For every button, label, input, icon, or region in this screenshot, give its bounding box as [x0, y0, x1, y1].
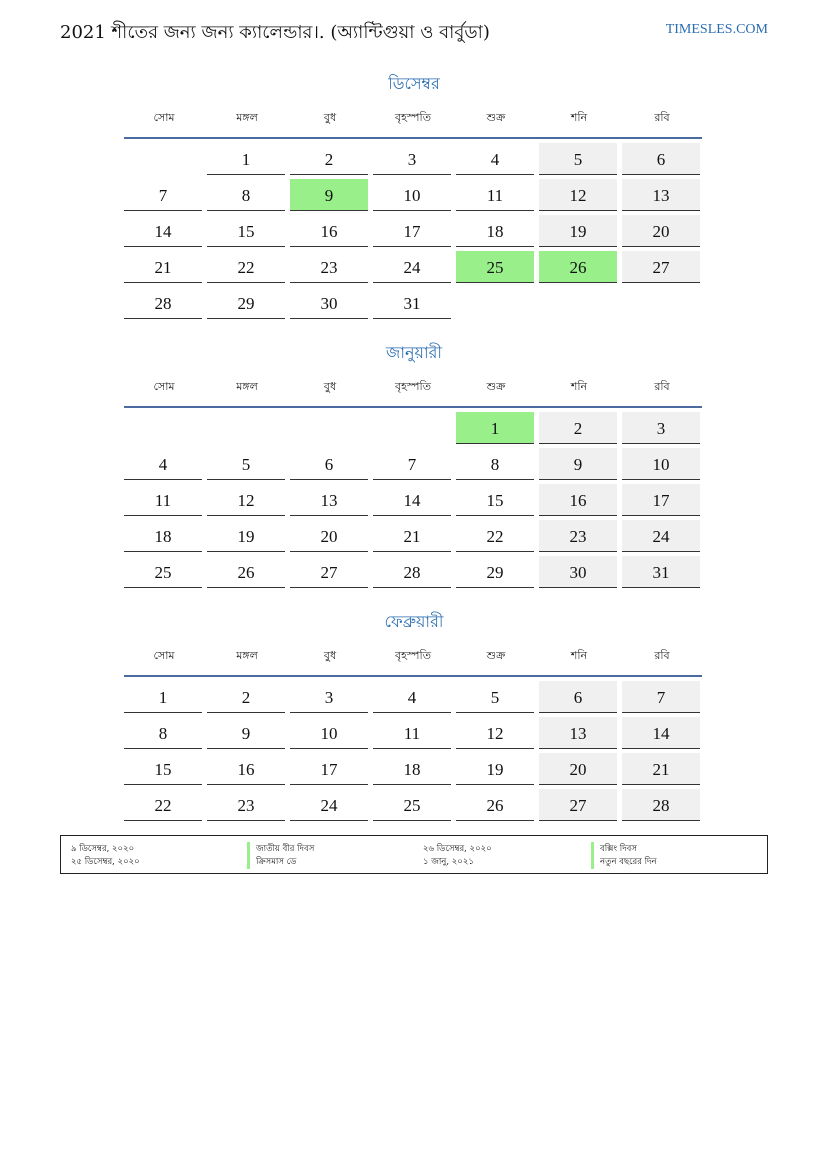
day-cell: 10 — [373, 179, 451, 211]
day-cell: 27 — [290, 556, 368, 588]
day-cell: 2 — [290, 143, 368, 175]
day-cell: 14 — [373, 484, 451, 516]
holiday-day-cell: 9 — [290, 179, 368, 211]
weekday-header — [124, 378, 704, 398]
day-cell: 1 — [124, 681, 202, 713]
holiday-day-cell: 1 — [456, 412, 534, 444]
day-cell: 14 — [124, 215, 202, 247]
day-cell: 5 — [456, 681, 534, 713]
day-cell: 28 — [124, 287, 202, 319]
legend-row — [61, 842, 767, 855]
day-cell: 19 — [456, 753, 534, 785]
month-title: জানুয়ারী — [386, 343, 442, 362]
legend-date: ৯ ডিসেম্বর, ২০২০ — [71, 844, 135, 854]
day-cell: 1 — [207, 143, 285, 175]
header-rule — [124, 137, 702, 139]
day-cell: 12 — [207, 484, 285, 516]
month-title: ফেব্রুয়ারী — [384, 612, 444, 631]
day-cell: 26 — [207, 556, 285, 588]
day-cell: 16 — [207, 753, 285, 785]
day-cell: 6 — [539, 681, 617, 713]
legend-holiday-name: বক্সিং দিবস — [591, 842, 637, 856]
header-rule — [124, 406, 702, 408]
day-cell: 23 — [207, 789, 285, 821]
day-cell: 4 — [373, 681, 451, 713]
day-cell: 23 — [290, 251, 368, 283]
day-cell: 21 — [124, 251, 202, 283]
weekday-label: বুধ — [323, 380, 337, 393]
day-cell: 2 — [539, 412, 617, 444]
weekday-label: শুক্র — [486, 380, 506, 393]
day-cell: 24 — [373, 251, 451, 283]
day-cell: 25 — [124, 556, 202, 588]
holiday-day-cell: 25 — [456, 251, 534, 283]
weekday-label: মঙ্গল — [236, 380, 258, 393]
weekday-label: বৃহস্পতি — [395, 649, 431, 662]
holiday-day-cell: 26 — [539, 251, 617, 283]
day-cell: 20 — [622, 215, 700, 247]
day-cell: 3 — [290, 681, 368, 713]
day-cell: 18 — [373, 753, 451, 785]
day-cell: 11 — [456, 179, 534, 211]
day-cell: 15 — [207, 215, 285, 247]
day-cell: 20 — [539, 753, 617, 785]
weekday-label: মঙ্গল — [236, 111, 258, 124]
legend-date: ২৬ ডিসেম্বর, ২০২০ — [423, 844, 492, 854]
legend-holiday-name: জাতীয় বীর দিবস — [247, 842, 314, 856]
weekday-label: বৃহস্পতি — [395, 111, 431, 124]
day-cell: 21 — [622, 753, 700, 785]
day-cell: 22 — [124, 789, 202, 821]
page-title: 2021 শীতের জন্য জন্য ক্যালেন্ডার।. (অ্যান্টিগুয়া ও বার্বুডা) — [60, 22, 490, 43]
day-cell: 22 — [207, 251, 285, 283]
day-cell: 9 — [207, 717, 285, 749]
day-cell: 20 — [290, 520, 368, 552]
day-cell: 11 — [373, 717, 451, 749]
day-cell: 17 — [373, 215, 451, 247]
day-cell: 30 — [290, 287, 368, 319]
day-cell: 10 — [622, 448, 700, 480]
day-cell: 18 — [124, 520, 202, 552]
day-cell: 15 — [456, 484, 534, 516]
header-rule — [124, 675, 702, 677]
day-cell: 31 — [373, 287, 451, 319]
day-cell: 8 — [124, 717, 202, 749]
legend-holiday-name: ক্রিসমাস ডে — [247, 855, 296, 869]
weekday-header — [124, 109, 704, 129]
day-cell: 9 — [539, 448, 617, 480]
legend-date: ১ জানু, ২০২১ — [423, 857, 474, 867]
day-cell: 5 — [539, 143, 617, 175]
day-cell: 26 — [456, 789, 534, 821]
day-cell: 6 — [290, 448, 368, 480]
weekday-label: শনি — [570, 111, 588, 124]
day-cell: 4 — [124, 448, 202, 480]
day-cell: 19 — [207, 520, 285, 552]
weekday-label: রবি — [654, 649, 670, 662]
day-cell: 7 — [124, 179, 202, 211]
weekday-label: সোম — [153, 649, 175, 662]
day-cell: 30 — [539, 556, 617, 588]
day-cell: 15 — [124, 753, 202, 785]
day-cell: 8 — [207, 179, 285, 211]
day-cell: 31 — [622, 556, 700, 588]
month-title: ডিসেম্বর — [388, 74, 440, 93]
day-cell: 25 — [373, 789, 451, 821]
day-cell: 28 — [622, 789, 700, 821]
weekday-label: শনি — [570, 649, 588, 662]
weekday-header — [124, 647, 704, 667]
weekday-label: রবি — [654, 380, 670, 393]
legend-holiday-name: নতুন বছরের দিন — [591, 855, 657, 869]
day-cell: 19 — [539, 215, 617, 247]
day-cell: 3 — [373, 143, 451, 175]
day-cell: 12 — [456, 717, 534, 749]
day-cell: 17 — [290, 753, 368, 785]
day-cell: 24 — [290, 789, 368, 821]
day-cell: 16 — [539, 484, 617, 516]
day-cell: 28 — [373, 556, 451, 588]
day-cell: 22 — [456, 520, 534, 552]
day-cell: 12 — [539, 179, 617, 211]
day-cell: 17 — [622, 484, 700, 516]
legend-row — [61, 855, 767, 868]
day-cell: 4 — [456, 143, 534, 175]
site-link[interactable]: TIMESLES.COM — [665, 22, 768, 37]
day-cell: 13 — [290, 484, 368, 516]
holiday-legend — [60, 835, 768, 874]
day-cell: 29 — [456, 556, 534, 588]
day-cell: 27 — [539, 789, 617, 821]
weekday-label: বৃহস্পতি — [395, 380, 431, 393]
weekday-label: শনি — [570, 380, 588, 393]
day-cell: 11 — [124, 484, 202, 516]
weekday-label: বুধ — [323, 649, 337, 662]
weekday-label: মঙ্গল — [236, 649, 258, 662]
day-cell: 16 — [290, 215, 368, 247]
day-cell: 23 — [539, 520, 617, 552]
day-cell: 13 — [622, 179, 700, 211]
weekday-label: শুক্র — [486, 111, 506, 124]
day-cell: 14 — [622, 717, 700, 749]
weekday-label: বুধ — [323, 111, 337, 124]
day-cell: 10 — [290, 717, 368, 749]
day-cell: 8 — [456, 448, 534, 480]
legend-date: ২৫ ডিসেম্বর, ২০২০ — [71, 857, 140, 867]
day-cell: 29 — [207, 287, 285, 319]
day-cell: 3 — [622, 412, 700, 444]
day-cell: 2 — [207, 681, 285, 713]
day-cell: 21 — [373, 520, 451, 552]
day-cell: 7 — [622, 681, 700, 713]
day-cell: 13 — [539, 717, 617, 749]
weekday-label: সোম — [153, 380, 175, 393]
day-cell: 7 — [373, 448, 451, 480]
day-cell: 18 — [456, 215, 534, 247]
day-cell: 27 — [622, 251, 700, 283]
day-cell: 24 — [622, 520, 700, 552]
weekday-label: শুক্র — [486, 649, 506, 662]
day-cell: 5 — [207, 448, 285, 480]
weekday-label: সোম — [153, 111, 175, 124]
weekday-label: রবি — [654, 111, 670, 124]
day-cell: 6 — [622, 143, 700, 175]
